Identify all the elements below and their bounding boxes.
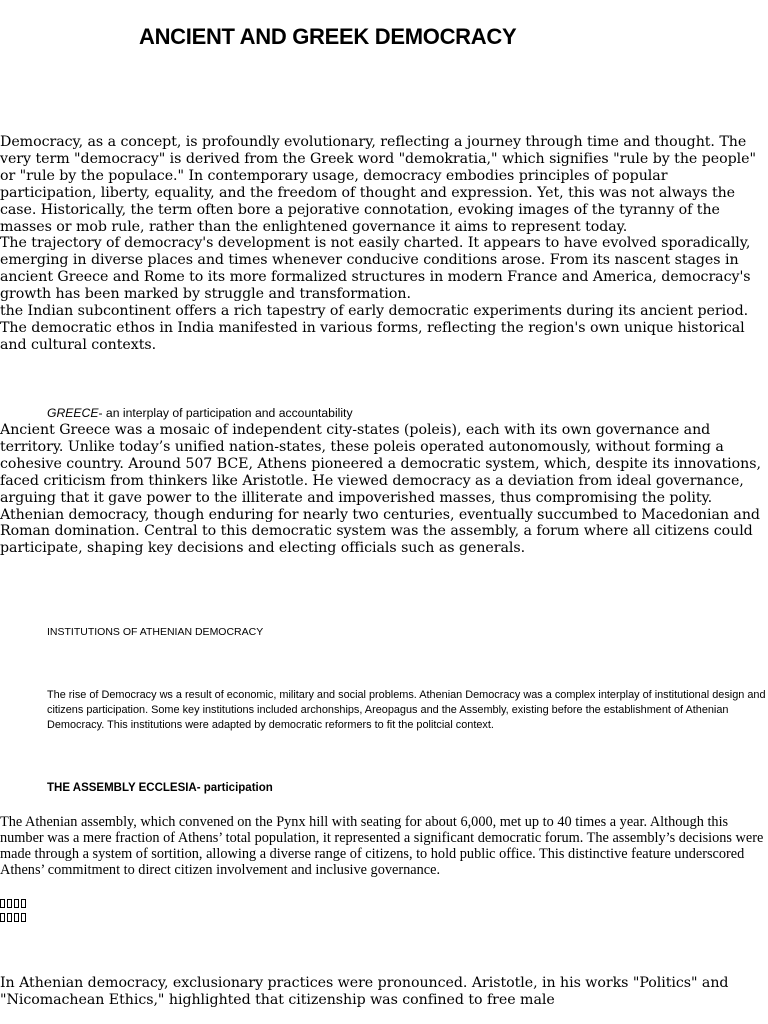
page-title: ANCIENT AND GREEK DEMOCRACY xyxy=(139,24,517,49)
institutions-paragraph: The rise of Democracy ws a result of economic, military and social problems. Athenian Democracy was a complex interplay of institutional design and citizens participation. Some key institutions included archonships, Areopagus and the Assembly, existing before the establishment of Athenian Democracy. This institutions were adapted by democratic reformers to fit the politcial context. xyxy=(47,689,766,732)
missing-glyph-box xyxy=(7,913,12,922)
greece-heading xyxy=(47,406,353,420)
intro-section xyxy=(0,134,768,354)
greece-paragraph: Ancient Greece was a mosaic of independent city-states (poleis), each with its own governance and territory. Unlike today’s unified nation-states, these poleis operated autonomously, without forming a cohesive country. Around 507 BCE, Athens pioneered a democratic system, which, despite its innovations, faced criticism from thinkers like Aristotle. He viewed democracy as a deviation from ideal governance, arguing that it gave power to the illiterate and impoverished masses, thus compromising the polity. Athenian democracy, though enduring for nearly two centuries, eventually succumbed to Macedonian and Roman domination. Central to this democratic system was the assembly, a forum where all citizens could participate, shaping key decisions and electing officials such as generals. xyxy=(0,422,761,557)
exclusion-section xyxy=(0,975,768,1009)
missing-glyph-box xyxy=(0,899,5,908)
exclusion-paragraph: In Athenian democracy, exclusionary practices were pronounced. Aristotle, in his works "Politics" and "Nicomachean Ethics," highlighted that citizenship was confined to free male xyxy=(0,975,729,1008)
greece-section xyxy=(0,422,768,557)
intro-paragraph-2: The trajectory of democracy's development is not easily charted. It appears to have evolved sporadically, emerging in diverse places and times whenever conducive conditions arose. From its nascent stages in ancient Greece and Rome to its more formalized structures in modern France and America, democracy's growth has been marked by struggle and transformation. xyxy=(0,235,751,303)
intro-paragraph-3: the Indian subcontinent offers a rich tapestry of early democratic experiments during its ancient period. The democratic ethos in India manifested in various forms, reflecting the region's own unique historical and cultural contexts. xyxy=(0,303,749,353)
greece-heading-rest: - an interplay of participation and accountability xyxy=(98,406,353,420)
missing-glyph-row-1 xyxy=(0,899,28,908)
missing-glyph-box xyxy=(14,899,19,908)
missing-glyphs xyxy=(0,899,28,922)
missing-glyph-box xyxy=(14,913,19,922)
missing-glyph-box xyxy=(21,899,26,908)
institutions-heading: INSTITUTIONS OF ATHENIAN DEMOCRACY xyxy=(47,626,264,638)
greece-heading-label: GREECE xyxy=(47,406,99,420)
missing-glyph-box xyxy=(0,913,5,922)
missing-glyph-box xyxy=(7,899,12,908)
missing-glyph-box xyxy=(21,913,26,922)
assembly-heading: THE ASSEMBLY ECCLESIA- participation xyxy=(47,782,273,794)
missing-glyph-row-2 xyxy=(0,913,28,922)
assembly-paragraph: The Athenian assembly, which convened on the Pynx hill with seating for about 6,000, met up to 40 times a year. Although this number was a mere fraction of Athens’ total population, it represented a significant democratic forum. The assembly’s decisions were made through a system of sortition, allowing a diverse range of citizens, to hold public office. This distinctive feature underscored Athens’ commitment to direct citizen involvement and inclusive governance. xyxy=(0,814,764,878)
intro-paragraph-1: Democracy, as a concept, is profoundly evolutionary, reflecting a journey through time and thought. The very term "democracy" is derived from the Greek word "demokratia," which signifies "rule by the people" or "rule by the populace." In contemporary usage, democracy embodies principles of popular participation, liberty, equality, and the freedom of thought and expression. Yet, this was not always the case. Historically, the term often bore a pejorative connotation, evoking images of the tyranny of the masses or mob rule, rather than the enlightened governance it aims to represent today. xyxy=(0,134,756,235)
